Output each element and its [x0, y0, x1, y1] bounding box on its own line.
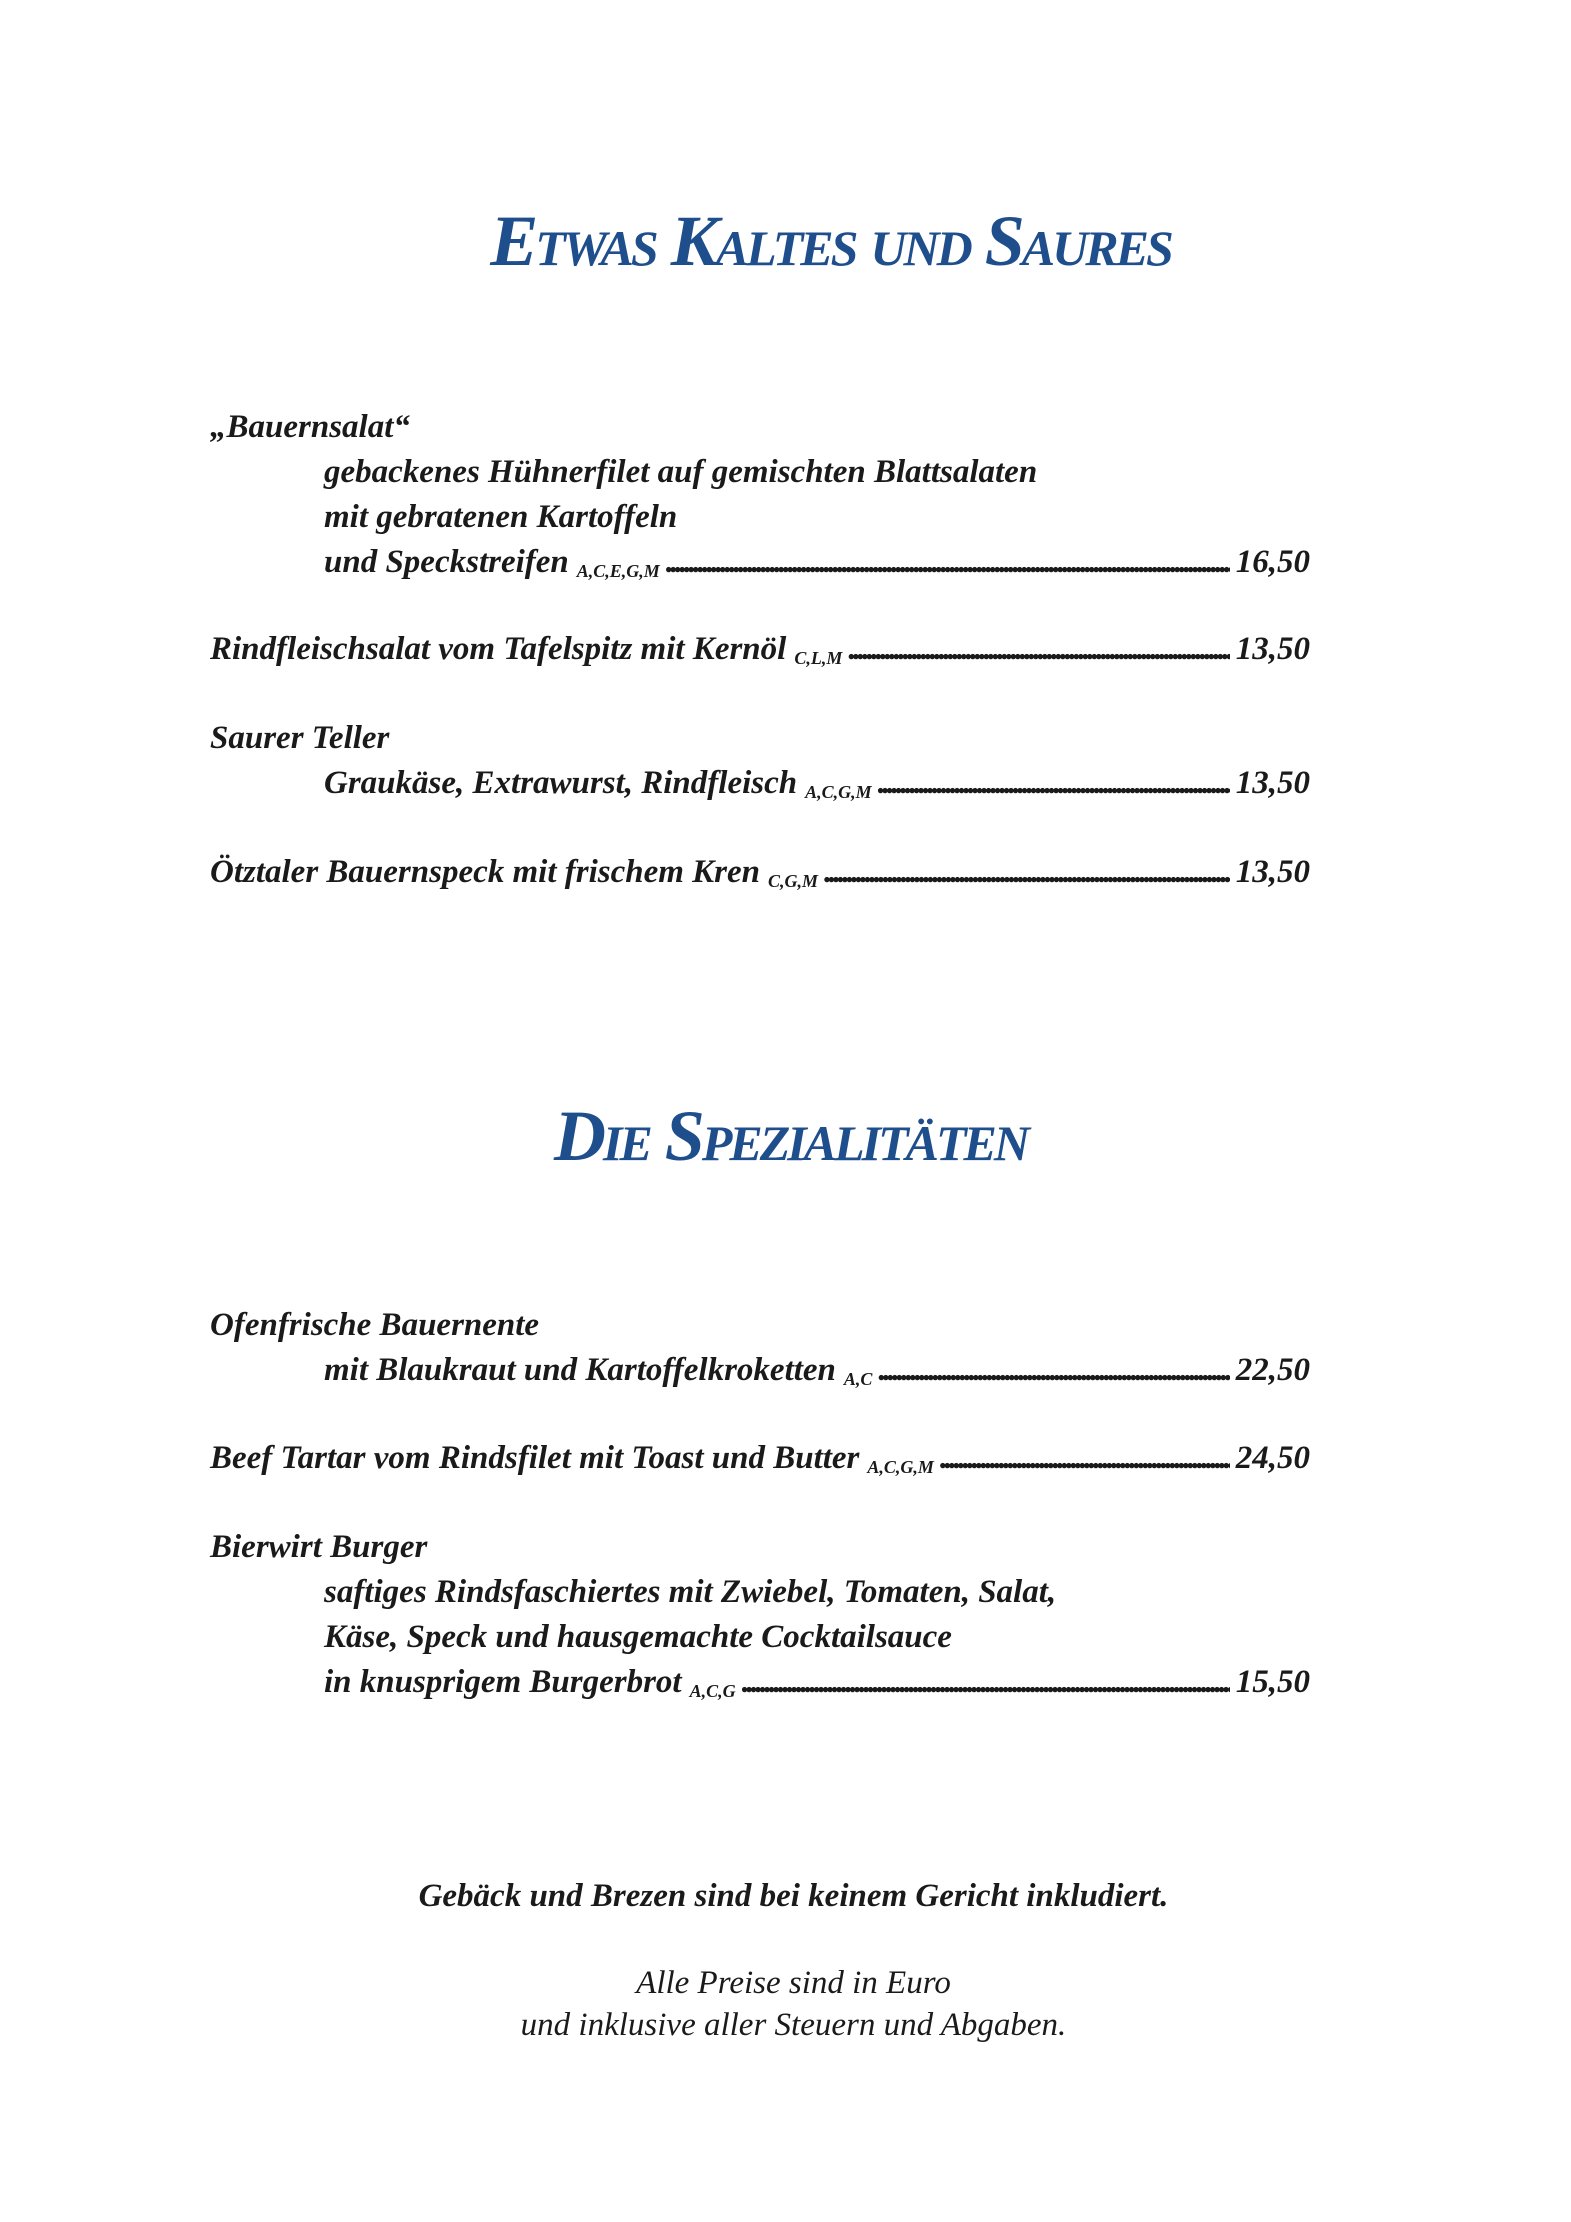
allergen-codes: A,C,G — [689, 1681, 736, 1701]
menu-item-description: mit gebratenen Kartoffeln — [324, 499, 678, 535]
menu-item-bauernente — [210, 1303, 1310, 1393]
allergen-codes: C,L,M — [794, 648, 843, 668]
price-note-line-1: Alle Preise sind in Euro — [636, 1965, 951, 2001]
menu-item-text: Rindfleischsalat vom Tafelspitz mit Kernöl — [210, 631, 787, 667]
bread-note: Gebäck und Brezen sind bei keinem Gericht inkludiert. — [418, 1878, 1169, 1914]
menu-item-text: mit Blaukraut und Kartoffelkroketten — [324, 1352, 836, 1388]
menu-item-price: 13,50 — [1235, 631, 1310, 667]
dot-leader — [666, 540, 1230, 585]
menu-item-bierwirt-burger — [210, 1525, 1310, 1705]
menu-item-description: Käse, Speck und hausgemachte Cocktailsauce — [324, 1619, 952, 1655]
dot-leader — [940, 1436, 1230, 1481]
menu-item-rindfleischsalat — [210, 627, 1310, 672]
allergen-codes: A,C — [843, 1369, 873, 1389]
menu-item-beef-tartar — [210, 1436, 1310, 1481]
menu-item-price-line — [210, 850, 1310, 895]
menu-item-price: 16,50 — [1235, 544, 1310, 580]
menu-item-name: Bierwirt Burger — [210, 1529, 428, 1565]
menu-item-text: in knusprigem Burgerbrot — [324, 1664, 682, 1700]
menu-item-price-line — [210, 1436, 1310, 1481]
menu-item-text: Beef Tartar vom Rindsfilet mit Toast und Butter — [210, 1440, 860, 1476]
section-title-specialties: Die Spezialitäten — [554, 1096, 1027, 1176]
menu-item-saurer-teller — [210, 716, 1310, 806]
menu-item-price-line — [210, 627, 1310, 672]
menu-item-description: saftiges Rindsfaschiertes mit Zwiebel, Tomaten, Salat, — [324, 1574, 1057, 1610]
menu-item-bauernsalat — [210, 405, 1310, 585]
allergen-codes: A,C,G,M — [805, 782, 872, 802]
allergen-codes: A,C,G,M — [867, 1457, 934, 1477]
menu-item-price: 15,50 — [1235, 1664, 1310, 1700]
menu-item-text: Ötztaler Bauernspeck mit frischem Kren — [210, 854, 761, 890]
dot-leader — [848, 627, 1229, 672]
dot-leader — [878, 1348, 1229, 1393]
price-note-line-2: und inklusive aller Steuern und Abgaben. — [520, 2007, 1067, 2043]
dot-leader — [878, 761, 1230, 806]
dot-leader — [824, 850, 1230, 895]
menu-item-bauernspeck — [210, 850, 1310, 895]
allergen-codes: C,G,M — [768, 871, 819, 891]
menu-item-price-line — [210, 761, 1310, 806]
menu-item-price-line — [210, 1348, 1310, 1393]
menu-item-text: und Speckstreifen — [324, 544, 569, 580]
menu-item-name: „Bauernsalat“ — [210, 409, 410, 445]
menu-item-name: Ofenfrische Bauernente — [210, 1307, 540, 1343]
menu-item-price: 22,50 — [1235, 1352, 1310, 1388]
menu-item-description: gebackenes Hühnerfilet auf gemischten Blattsalaten — [324, 454, 1038, 490]
menu-item-price-line — [210, 540, 1310, 585]
menu-item-price: 13,50 — [1235, 765, 1310, 801]
menu-item-price-line — [210, 1660, 1310, 1705]
dot-leader — [742, 1660, 1230, 1705]
section-title-cold-dishes: Etwas Kaltes und Saures — [490, 201, 1171, 281]
menu-item-name: Saurer Teller — [210, 720, 390, 756]
menu-item-text: Graukäse, Extrawurst, Rindfleisch — [324, 765, 798, 801]
allergen-codes: A,C,E,G,M — [576, 561, 660, 581]
menu-item-price: 24,50 — [1235, 1440, 1310, 1476]
menu-item-price: 13,50 — [1235, 854, 1310, 890]
price-note — [8, 1962, 1571, 2046]
